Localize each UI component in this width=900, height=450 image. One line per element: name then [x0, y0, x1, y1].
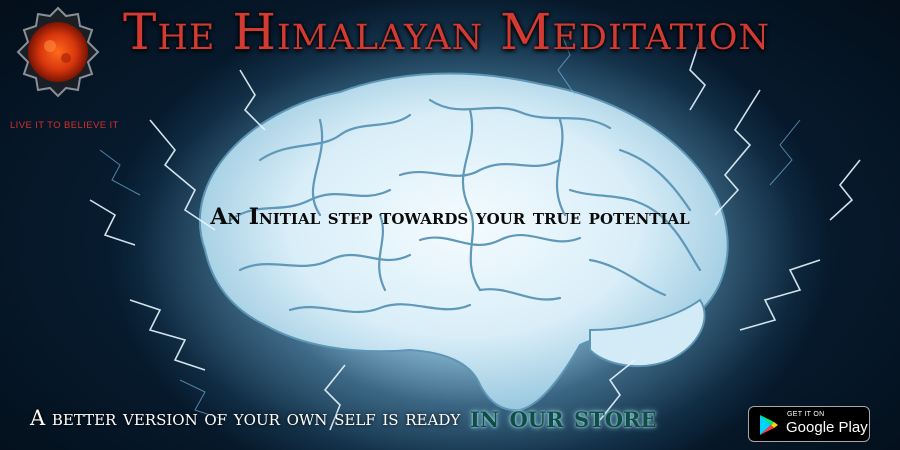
badge-small-label: GET IT ON — [787, 411, 825, 418]
sun-mandala-icon — [8, 6, 108, 98]
page-title: The Himalayan Meditation — [123, 3, 771, 61]
badge-big-label: Google Play — [786, 419, 868, 436]
bottom-text: A better version of your own self is ready — [30, 406, 461, 430]
subtitle: An Initial step towards your true potential — [210, 204, 690, 230]
store-text: in our store — [470, 400, 657, 435]
logo-tagline: LIVE IT TO BELIEVE IT — [10, 120, 119, 131]
google-play-badge[interactable] — [748, 406, 870, 442]
google-play-icon — [758, 414, 780, 436]
